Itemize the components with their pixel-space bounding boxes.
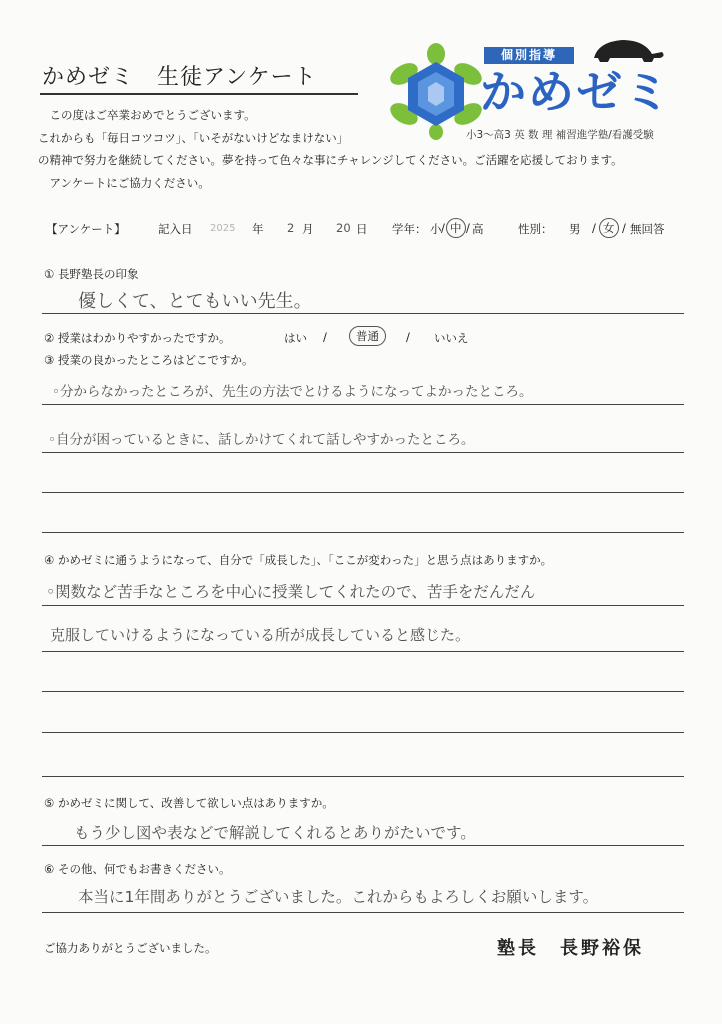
grade-option-middle: 中 <box>446 218 466 238</box>
question-6: ⑥ その他、何でもお書きください。 <box>44 862 231 876</box>
answer-4-line-2: 克服していけるようになっている所が成長していると感じた。 <box>50 626 471 644</box>
logo-badge: 個別指導 <box>484 47 574 64</box>
logo-subtitle: 小3～高3 英 数 理 補習進学塾/看護受験 <box>466 129 654 141</box>
date-label: 記入日 <box>158 222 193 236</box>
answer-line <box>42 404 684 405</box>
page-title: かめゼミ 生徒アンケート <box>42 65 317 90</box>
footer-thanks: ご協力ありがとうございました。 <box>44 941 217 955</box>
grade-option-high: 高 <box>472 222 484 236</box>
intro-line-4: アンケートにご協力ください。 <box>38 176 210 190</box>
answer-line <box>42 605 684 606</box>
year-value: 2025 <box>210 223 236 234</box>
day-value: 20 <box>336 221 351 235</box>
answer-line <box>42 776 684 777</box>
turtle-silhouette-icon <box>588 36 666 64</box>
title-underline <box>40 93 358 95</box>
question-1: ① 長野塾長の印象 <box>44 267 139 281</box>
question-4: ④ かめゼミに通うようになって、自分で「成長した」、「ここが変わった」と思う点はありますか。 <box>44 553 553 567</box>
month-value: 2 <box>287 221 295 235</box>
principal-signature: 塾長 長野裕保 <box>497 938 644 959</box>
answer-line <box>42 732 684 733</box>
answer-line <box>42 313 684 314</box>
answer-line <box>42 651 684 652</box>
answer-line <box>42 452 684 453</box>
answer-line <box>42 532 684 533</box>
intro-line-2: これからも「毎日コツコツ」、「いそがないけどなまけない」 <box>38 131 349 145</box>
answer-6: 本当に1年間ありがとうございました。これからもよろしくお願いします。 <box>78 888 599 906</box>
answer-3-line-2: ◦自分が困っているときに、話しかけてくれて話しやすかったところ。 <box>48 432 475 448</box>
logo-wordmark: かめゼミ <box>480 65 672 119</box>
option-no: いいえ <box>434 331 469 345</box>
answer-line <box>42 691 684 692</box>
gender-option-male: 男 <box>569 222 581 236</box>
answer-4-line-1: ◦関数など苦手なところを中心に授業してくれたので、苦手をだんだん <box>46 583 536 601</box>
day-unit: 日 <box>356 222 368 236</box>
year-unit: 年 <box>252 222 264 236</box>
option-yes: はい <box>284 331 307 345</box>
option-normal-selected: 普通 <box>349 326 386 346</box>
answer-line <box>42 492 684 493</box>
question-5: ⑤ かめゼミに関して、改善して欲しい点はありますか。 <box>44 796 334 810</box>
grade-label: 学年： <box>392 222 427 236</box>
survey-label: 【アンケート】 <box>46 222 126 236</box>
answer-5: もう少し図や表などで解説してくれるとありがたいです。 <box>74 824 476 842</box>
answer-line <box>42 845 684 846</box>
month-unit: 月 <box>302 222 314 236</box>
intro-line-3: の精神で努力を継続してください。夢を持って色々な事にチャレンジしてください。ご活躍を応援しております。 <box>38 153 623 167</box>
answer-line <box>42 912 684 913</box>
question-2: ② 授業はわかりやすかったですか。 <box>44 331 231 345</box>
grade-option-elementary: 小 <box>430 222 442 236</box>
answer-1: 優しくて、とてもいい先生。 <box>78 291 312 312</box>
logo-turtle-icon <box>388 40 484 140</box>
gender-label: 性別： <box>518 222 553 236</box>
question-3: ③ 授業の良かったところはどこですか。 <box>44 353 254 367</box>
gender-option-none: 無回答 <box>630 222 665 236</box>
answer-3-line-1: ◦分からなかったところが、先生の方法でとけるようになってよかったところ。 <box>52 384 533 400</box>
intro-line-1: この度はご卒業おめでとうございます。 <box>38 108 256 122</box>
gender-option-female: 女 <box>599 218 619 238</box>
